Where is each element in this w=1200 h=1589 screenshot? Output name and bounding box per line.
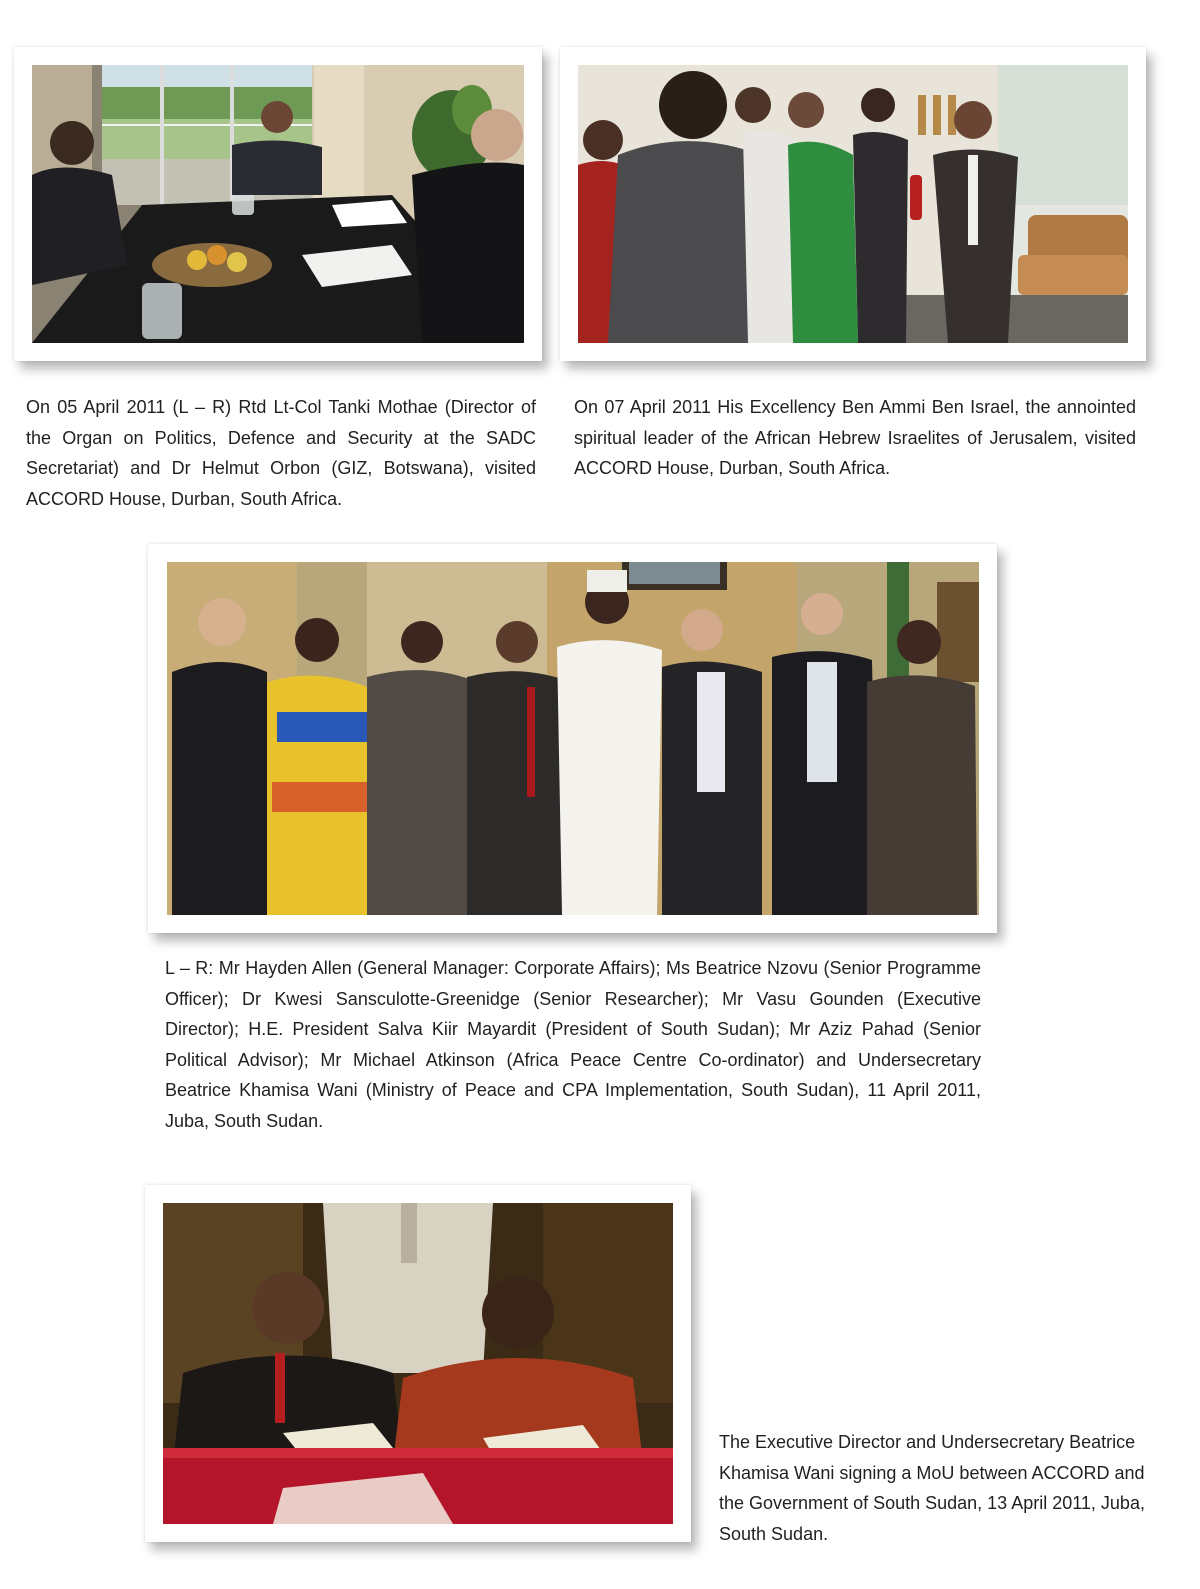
photo-4-caption: The Executive Director and Undersecretary Beatrice Khamisa Wani signing a MoU between ACCORD and the Government of South Sudan, 13 April 2011, Juba, South Sudan. (719, 1432, 1145, 1544)
meeting-room-photo (32, 65, 524, 343)
photo-frame-4 (145, 1185, 691, 1542)
visit-group-photo (578, 65, 1128, 343)
mou-signing-photo (163, 1203, 673, 1524)
photo-2-caption: On 07 April 2011 His Excellency Ben Ammi Ben Israel, the annointed spiritual leader of the African Hebrew Israelites of Jerusalem, visited ACCORD House, Durban, South Africa. (574, 397, 1136, 478)
photo-frame-1 (14, 47, 542, 361)
photo-frame-3 (148, 544, 997, 933)
group-portrait-photo (167, 562, 979, 915)
photo-frame-2 (560, 47, 1146, 361)
photo-1-caption: On 05 April 2011 (L – R) Rtd Lt-Col Tanki Mothae (Director of the Organ on Politics, Defence and Security at the SADC Secretariat) and Dr Helmut Orbon (GIZ, Botswana), visited ACCORD House, Durban, South Africa. (26, 397, 536, 509)
photo-3-caption: L – R: Mr Hayden Allen (General Manager: Corporate Affairs); Ms Beatrice Nzovu (Senior Programme Officer); Dr Kwesi Sansculotte-Greenidge (Senior Researcher); Mr Vasu Gounden (Executive Director); H.E. President Salva Kiir Mayardit (President of South Sudan); Mr Aziz Pahad (Senior Political Advisor); Mr Michael Atkinson (Africa Peace Centre Co-ordinator) and Undersecretary Beatrice Khamisa Wani (Ministry of Peace and CPA Implementation, South Sudan), 11 April 2011, Juba, South Sudan. (165, 958, 981, 1131)
